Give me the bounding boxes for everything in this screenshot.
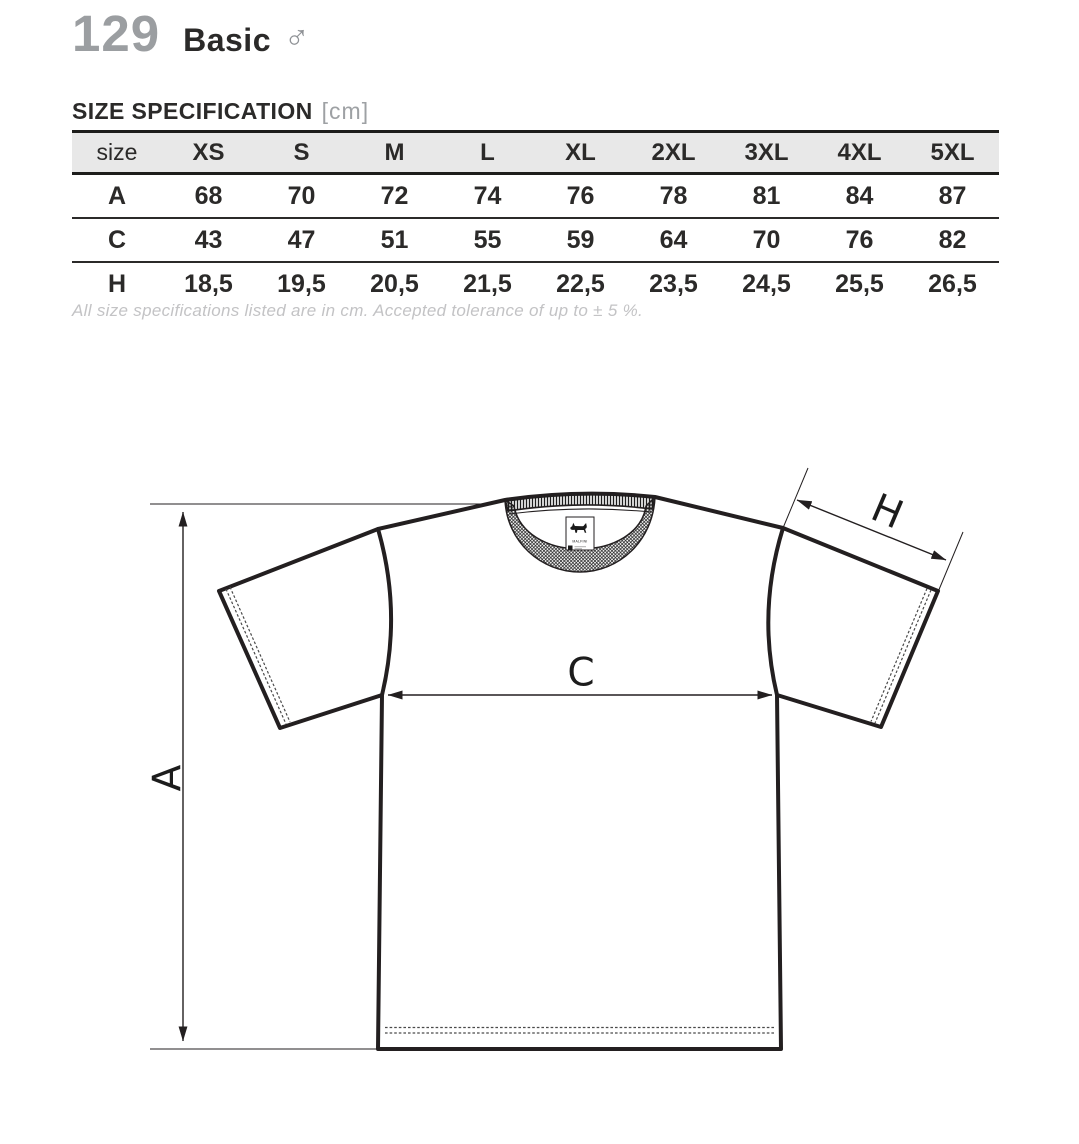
size-cell: 68 [162, 174, 255, 219]
tshirt-outline [219, 494, 938, 1049]
size-cell: 59 [534, 218, 627, 262]
size-cell: 81 [720, 174, 813, 219]
product-header [72, 5, 310, 62]
size-cell: 24,5 [720, 262, 813, 305]
brand-neck-label [566, 517, 594, 550]
col-header: XS [162, 132, 255, 174]
col-header: 5XL [906, 132, 999, 174]
size-cell: 19,5 [255, 262, 348, 305]
col-header: L [441, 132, 534, 174]
dimension-label-c: C [567, 650, 595, 696]
col-header-size: size [72, 132, 162, 174]
size-cell: 55 [441, 218, 534, 262]
brand-label-text: MALFINI [572, 539, 588, 544]
table-row [72, 262, 999, 305]
col-header: 4XL [813, 132, 906, 174]
size-cell: 82 [906, 218, 999, 262]
size-cell: 18,5 [162, 262, 255, 305]
section-title [72, 100, 369, 123]
row-label: H [72, 262, 162, 305]
col-header: S [255, 132, 348, 174]
product-name: Basic [183, 22, 271, 58]
size-cell: 87 [906, 174, 999, 219]
size-cell: 70 [255, 174, 348, 219]
tolerance-note: All size specifications listed are in cm. Accepted tolerance of up to ± 5 %. [72, 301, 644, 320]
size-cell: 21,5 [441, 262, 534, 305]
size-cell: 26,5 [906, 262, 999, 305]
size-cell: 76 [534, 174, 627, 219]
size-cell: 51 [348, 218, 441, 262]
size-cell: 25,5 [813, 262, 906, 305]
size-cell: 76 [813, 218, 906, 262]
col-header: 2XL [627, 132, 720, 174]
size-cell: 20,5 [348, 262, 441, 305]
size-table [72, 130, 999, 305]
size-cell: 78 [627, 174, 720, 219]
product-number: 129 [72, 5, 161, 62]
size-cell: 72 [348, 174, 441, 219]
col-header: XL [534, 132, 627, 174]
row-label: A [72, 174, 162, 219]
size-cell: 70 [720, 218, 813, 262]
size-cell: 64 [627, 218, 720, 262]
male-symbol-icon: ♂ [283, 19, 310, 57]
dimension-label-a: A [145, 764, 191, 792]
table-header-row [72, 132, 999, 174]
size-cell: 84 [813, 174, 906, 219]
size-cell: 43 [162, 218, 255, 262]
table-row [72, 174, 999, 219]
dimension-label-h: H [864, 485, 910, 539]
tshirt-diagram [0, 430, 1079, 1144]
section-title-text: SIZE SPECIFICATION [72, 98, 313, 124]
dimension-a [146, 512, 191, 1041]
col-header: 3XL [720, 132, 813, 174]
size-cell: 47 [255, 218, 348, 262]
size-cell: 22,5 [534, 262, 627, 305]
section-unit: [cm] [321, 98, 370, 124]
size-cell: 23,5 [627, 262, 720, 305]
row-label: C [72, 218, 162, 262]
size-cell: 74 [441, 174, 534, 219]
col-header: M [348, 132, 441, 174]
table-row [72, 218, 999, 262]
